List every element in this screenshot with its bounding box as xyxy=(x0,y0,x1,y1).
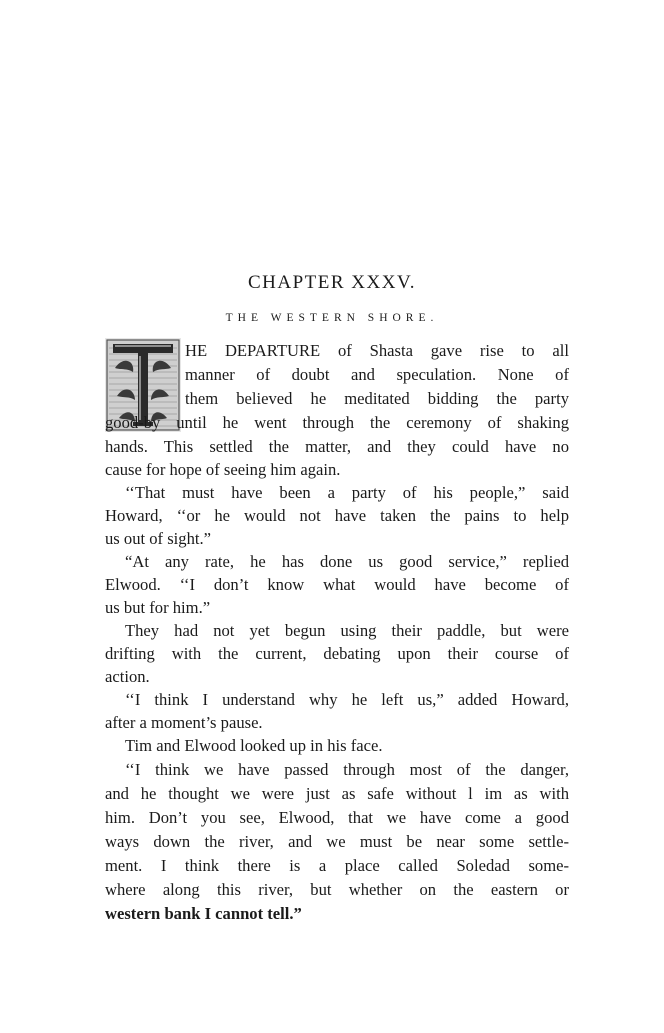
text-line-5: hands. This settled the matter, and they could have no xyxy=(105,437,569,456)
text-line-4: good-by until he went through the ceremony of shaking xyxy=(105,413,569,432)
text-line-1: HE DEPARTURE of Shasta gave rise to all xyxy=(185,341,569,360)
text-line-17: after a moment’s pause. xyxy=(105,713,263,732)
text-line-19: ‘‘I think we have passed through most of the danger, xyxy=(125,760,569,779)
text-line-11: Elwood. ‘‘I don’t know what would have become of xyxy=(105,575,569,594)
chapter-subtitle: THE WESTERN SHORE. xyxy=(225,312,439,324)
text-line-6: cause for hope of seeing him again. xyxy=(105,460,341,479)
text-line-13: They had not yet begun using their paddle, but were xyxy=(125,621,569,640)
text-line-20: and he thought we were just as safe without l im as with xyxy=(105,784,569,803)
text-line-14: drifting with the current, debating upon their course of xyxy=(105,644,569,663)
text-line-18: Tim and Elwood looked up in his face. xyxy=(125,736,383,755)
text-line-8: Howard, ‘‘or he would not have taken the pains to help xyxy=(105,506,569,525)
text-line-12: us but for him.” xyxy=(105,598,211,617)
text-line-24: where along this river, but whether on the eastern or xyxy=(105,880,569,899)
text-line-7: ‘‘That must have been a party of his people,” said xyxy=(125,483,569,502)
text-line-15: action. xyxy=(105,667,150,686)
text-line-3: them believed he meditated bidding the party xyxy=(185,389,569,408)
text-line-2: manner of doubt and speculation. None of xyxy=(185,365,569,384)
text-line-9: us out of sight.” xyxy=(105,529,212,548)
text-line-16: ‘‘I think I understand why he left us,” added Howard, xyxy=(125,690,569,709)
text-line-10: “At any rate, he has done us good service,” replied xyxy=(125,552,569,571)
text-line-25: western bank I cannot tell.” xyxy=(105,904,302,923)
text-line-21: him. Don’t you see, Elwood, that we have come a good xyxy=(105,808,569,827)
text-line-22: ways down the river, and we must be near some settle- xyxy=(105,832,569,851)
text-line-23: ment. I think there is a place called Soledad some- xyxy=(105,856,569,875)
chapter-title: CHAPTER XXXV. xyxy=(247,272,416,293)
